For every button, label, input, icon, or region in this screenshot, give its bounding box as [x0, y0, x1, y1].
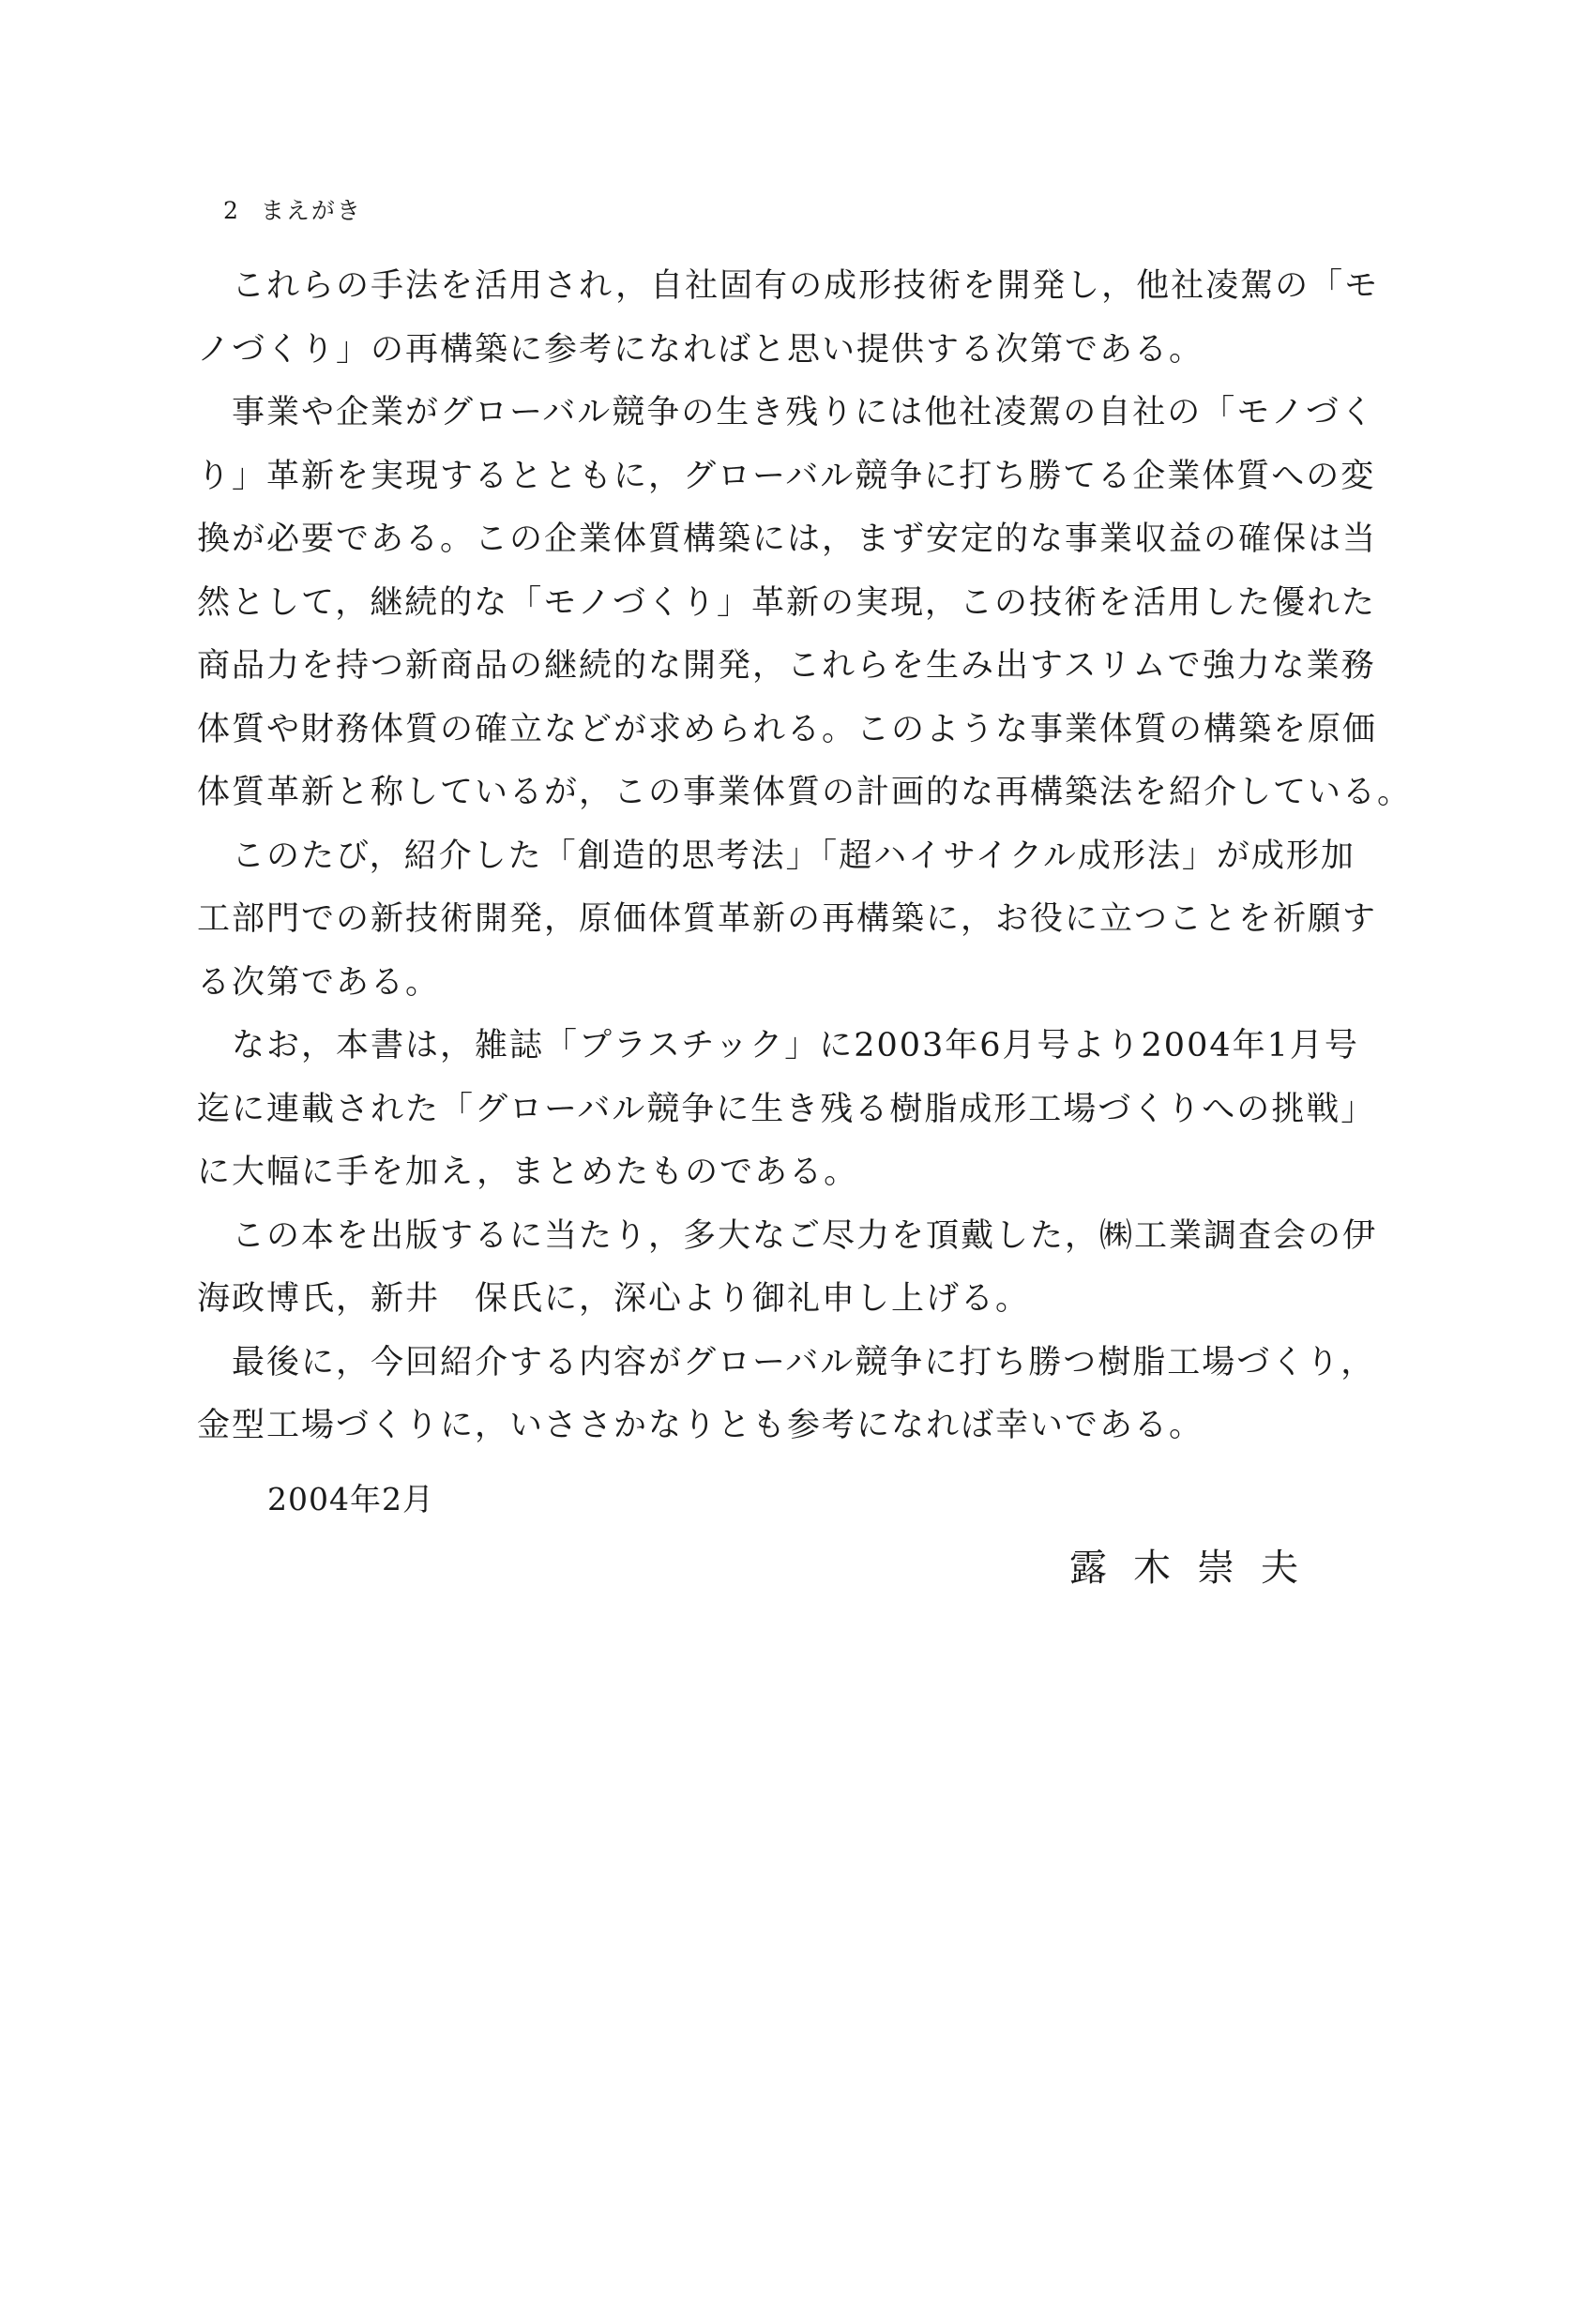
page-number: 2 [223, 197, 240, 224]
text-line: に大幅に手を加え，まとめたものである。 [197, 1154, 859, 1191]
text-line: 事業や企業がグローバル競争の生き残りには他社凌駕の自社の「モノづく [197, 394, 1375, 431]
text-line: 金型工場づくりに，いささかなりとも参考になれば幸いである。 [197, 1407, 1204, 1444]
text-line: なお，本書は，雑誌「プラスチック」に2003年6月号より2004年1月号 [197, 1027, 1359, 1064]
text-line: ノづくり」の再構築に参考になればと思い提供する次第である。 [197, 330, 1204, 369]
text-line: り」革新を実現するとともに，グローバル競争に打ち勝てる企業体質への変 [197, 457, 1376, 495]
text-line: 体質や財務体質の確立などが求められる。このような事業体質の構築を原価 [197, 710, 1378, 748]
text-line: 海政博氏，新井 保氏に，深心より御礼申し上げる。 [197, 1280, 1031, 1318]
preface-body [197, 255, 1435, 1458]
text-line: る次第である。 [197, 963, 441, 1002]
text-line: 最後に，今回紹介する内容がグローバル競争に打ち勝つ樹脂工場づくり， [197, 1343, 1376, 1381]
text-line: 迄に連載された「グローバル競争に生き残る樹脂成形工場づくりへの挑戦」 [197, 1090, 1376, 1128]
text-line: 工部門での新技術開発，原価体質革新の再構築に，お役に立つことを祈願す [197, 900, 1378, 938]
text-line: 換が必要である。この企業体質構築には，まず安定的な事業収益の確保は当 [197, 521, 1378, 558]
text-line: 然として，継続的な「モノづくり」革新の実現，この技術を活用した優れた [197, 583, 1376, 622]
running-head [223, 192, 362, 226]
preface-date: 2004年2月 [267, 1481, 434, 1517]
section-title: まえがき [260, 197, 362, 224]
text-line: このたび，紹介した「創造的思考法」「超ハイサイクル成形法」が成形加 [197, 837, 1355, 875]
text-line: これらの手法を活用され，自社固有の成形技術を開発し，他社凌駕の「モ [197, 267, 1380, 305]
text-line: この本を出版するに当たり，多大なご尽力を頂戴した，㈱工業調査会の伊 [197, 1216, 1378, 1255]
text-line: 商品力を持つ新商品の継続的な開発，これらを生み出すスリムで強力な業務 [197, 647, 1376, 685]
author-name: 露木崇夫 [1069, 1547, 1325, 1590]
text-line: 体質革新と称しているが，この事業体質の計画的な再構築法を紹介している。 [197, 774, 1413, 811]
